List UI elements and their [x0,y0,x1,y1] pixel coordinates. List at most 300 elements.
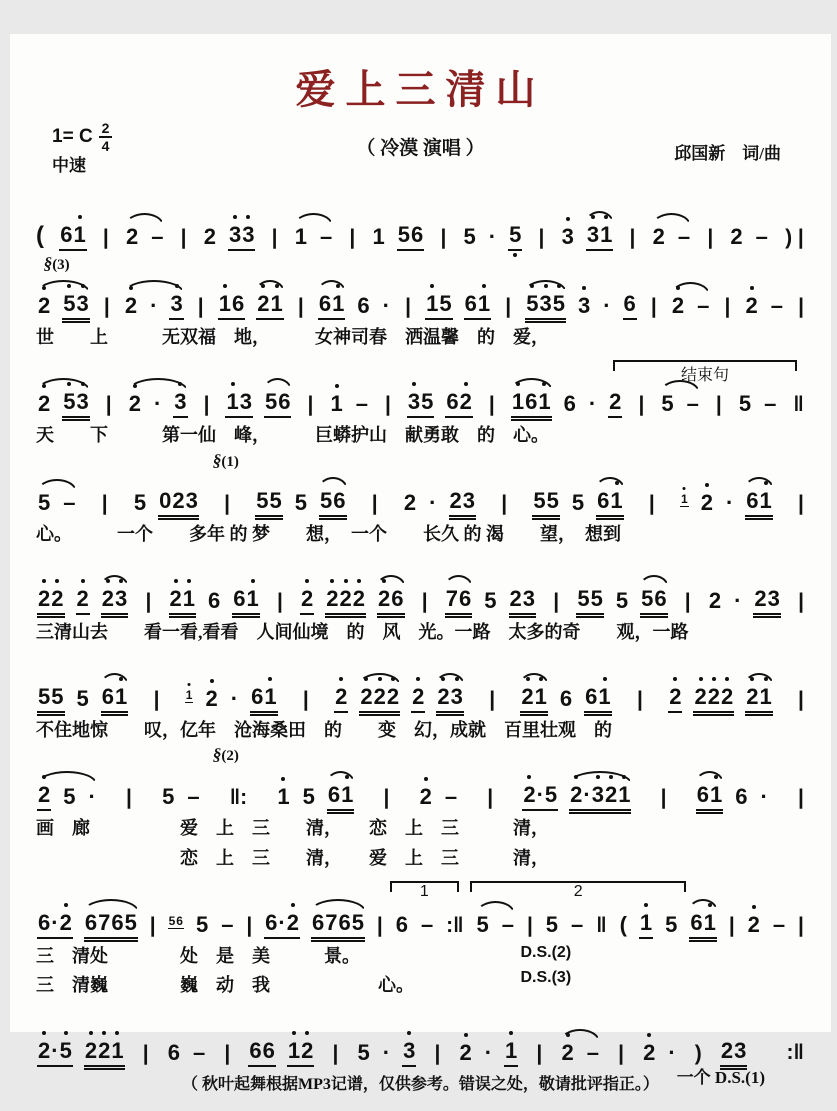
dash-note: – [772,912,786,938]
note-digit: 2 [172,487,185,513]
note-digit: 6 [318,291,332,316]
note-digit: 5 [545,912,559,938]
barline: | [376,914,383,938]
measure [462,224,524,251]
note-group [463,226,477,251]
measure [544,914,586,939]
note-digit: 5 [38,684,51,710]
barline: ) [694,1041,702,1065]
measure [166,1039,208,1067]
measure [728,226,770,251]
marker-layer [36,254,805,274]
key-label: 1= C [52,126,93,147]
note-group [770,295,784,320]
note-group [167,1039,181,1067]
note-digit: 2 [125,224,139,249]
note-group [560,1039,574,1067]
octave-dot-above [764,481,768,485]
note-group [642,1039,656,1067]
note-digit: 3 [562,226,574,248]
octave-dot-above [378,677,382,681]
note-digit: 5 [76,686,89,712]
note-digit: 2 [748,914,760,936]
note-group [124,295,138,320]
dash-note: – [444,784,458,810]
note-group [264,912,300,939]
note-digit: 6 [38,910,51,936]
octave-dot-above [609,775,613,779]
barline: | [505,295,512,318]
note-group [256,293,284,320]
note-group [37,489,51,517]
dash-note: – [319,224,333,249]
note-group [37,393,51,418]
note-digit: 2 [340,588,352,610]
octave-dot-above [81,284,85,288]
notes-row [36,205,805,251]
note-digit: 6 [525,389,538,415]
note-digit: 6 [262,1037,275,1063]
note-group [327,784,355,811]
note-digit: 2 [523,784,535,806]
measure [744,295,786,320]
note-digit: 2 [60,912,72,934]
note-group [62,293,90,320]
barline: | [153,688,160,712]
note-digit: 2 [694,686,706,708]
duration-dot: · [484,1039,493,1065]
note-digit: 1 [341,784,353,806]
note-digit: 6 [690,910,703,936]
sheet-music-page [10,34,831,1093]
barline: | [297,295,304,318]
octave-dot-above [676,286,680,290]
barline: | [271,226,278,249]
note-digit: 1 [426,293,438,315]
marker-layer [36,745,805,765]
note-digit: 5 [476,912,489,938]
note-group [693,686,734,713]
note-digit: 2 [746,295,758,317]
note-digit: 5 [590,585,603,611]
note-group [729,226,743,251]
note-digit: 2 [257,293,269,315]
note-group [382,1039,391,1067]
note-digit: 1 [330,393,342,415]
grace-note [185,689,194,703]
note-digit: 3 [592,784,604,806]
note-digit: 1 [760,490,772,512]
duration-dot: · [603,293,611,318]
measure [293,226,335,251]
note-group [745,295,759,320]
measure [168,585,261,615]
note-group [596,487,624,517]
note-digit: 3 [734,1037,747,1063]
note-digit: 1 [681,493,688,505]
octave-dot-above [412,382,416,386]
measure [651,226,693,251]
note-digit: 0 [159,487,172,513]
note-group [608,391,622,418]
barline: | [797,786,804,810]
measure [424,293,492,320]
octave-dot-above [530,284,534,288]
note-digit: 1 [226,391,238,413]
note-digit: 1 [478,293,490,315]
octave-dot-above [764,677,768,681]
barline: | [332,1041,339,1065]
segno-icon: § [43,254,53,273]
song-title: 爱上三清山 [295,68,546,112]
octave-dot-above [133,384,137,388]
note-digit: 1 [186,689,193,701]
note-digit: 1 [288,1040,300,1062]
octave-dot-above [673,677,677,681]
octave-dot-above [42,384,46,388]
note-digit: 5 [320,487,333,513]
dash-note: – [63,489,76,515]
octave-dot-above [119,677,123,681]
barline: | [302,688,309,712]
volta-bracket [390,881,459,901]
grace-note [680,493,689,507]
octave-dot-above [129,286,133,290]
meter-numerator: 2 [99,121,113,138]
note-digit: 5 [63,391,75,413]
note-digit: 1 [640,912,652,934]
ds-marker: D.S.(2) [520,944,572,962]
octave-dot-above [64,903,68,907]
measure [36,686,129,713]
note-group [667,1039,676,1067]
note-digit: 6 [232,291,245,316]
note-group [696,295,710,320]
note-group [264,391,292,418]
octave-dot-above [102,1031,106,1035]
note-group [382,295,391,320]
barline: | [629,226,636,249]
barline: :‖ [765,1040,804,1064]
octave-dot-above [67,284,71,288]
note-group [225,391,253,418]
note-digit: 5 [509,224,521,246]
note-digit: 5 [302,784,315,810]
dash-note: – [686,391,699,417]
note-group [563,393,577,418]
note-group [664,914,678,939]
lyrics-row: 恋 上 三 清， 爱 上 三 清， [36,847,549,868]
note-digit: 7 [325,910,338,936]
barline: | [102,226,109,249]
measure [317,293,392,320]
note-group [250,686,278,713]
note-digit: 1 [710,784,722,806]
note-group [501,914,515,939]
note-group [37,912,73,939]
measure [707,585,782,615]
note-digit: 5 [60,1040,72,1062]
note-group [37,784,51,811]
note-digit: 2 [387,686,399,708]
octave-dot-above [516,382,520,386]
note-digit: 6 [333,487,346,513]
octave-dot-above [725,677,729,681]
octave-dot-above [714,775,718,779]
measure [402,487,477,517]
note-group [276,786,290,811]
lyrics-row: 天 下 第一仙 峰， 巨蟒护山 献勇敢 的 心。 [36,425,549,446]
note-group [128,393,142,418]
marker-layer [36,1001,805,1021]
octave-dot-above [178,382,182,386]
note-digit: 2 [412,686,424,708]
measure [247,1037,315,1067]
opening-parenthesis: ( [36,222,44,249]
note-digit: 2 [669,686,681,708]
notes-row [36,471,805,517]
note-digit: 2 [301,1040,313,1062]
note-digit: 6 [111,910,124,936]
octave-dot-above [64,1031,68,1035]
note-group [671,295,685,320]
note-group [586,1039,600,1067]
note-digit: 5 [124,910,137,936]
note-group [294,489,308,517]
note-digit: 5 [615,587,629,613]
tempo-marking: 中速 [52,156,86,175]
note-group [334,686,348,713]
note-group [204,688,218,713]
note-digit: 2 [561,1042,573,1064]
note-group [377,585,405,615]
note-group [329,393,343,418]
note-digit: 2 [326,588,338,610]
note-digit: 2 [509,585,522,611]
note-digit: 5 [526,293,538,315]
note-group [522,784,558,811]
note-group [525,293,566,320]
octave-dot-above [268,677,272,681]
duration-dot: · [382,1039,391,1065]
measure [123,293,185,320]
note-group [619,914,628,939]
octave-dot-above [464,1033,468,1037]
note-digit: 2 [460,391,472,413]
score-body [36,185,805,1067]
note-group [88,786,97,811]
note-digit: 2 [374,686,386,708]
octave-dot-above [210,679,214,683]
note-group [571,489,585,517]
note-group [759,786,768,811]
note-digit: 2 [754,585,767,611]
note-digit: 1 [111,1040,123,1062]
octave-dot-above [644,903,648,907]
octave-dot-above [750,286,754,290]
ds-markers [520,941,571,991]
note-digit: 7 [445,585,459,611]
measure [124,226,166,251]
note-digit: 6 [735,784,748,810]
note-group [772,914,786,939]
measure [202,224,257,251]
note-group [419,786,433,811]
octave-dot-above [67,382,71,386]
measure [641,1039,678,1067]
barline: | [383,786,390,810]
measure [659,393,701,418]
measure [457,1037,519,1067]
note-digit: 6 [278,389,291,415]
note-group [186,786,200,811]
barline: :‖ [446,914,464,938]
barline: | [650,295,657,318]
note-group [311,912,365,939]
measure [510,391,624,418]
lyrics-row: 心。 一个 多年 的 梦 想， 一个 长久 的 渴 望， 想到 [36,523,621,544]
note-digit: 2 [701,492,713,514]
duration-dot: · [51,1037,59,1063]
note-group [230,688,239,713]
measure [394,914,436,939]
measure [679,487,774,517]
octave-dot-above [42,579,46,583]
octave-dot-above [89,1031,93,1035]
note-group [508,224,522,251]
duration-dot: · [488,224,497,249]
octave-dot-above [566,1033,570,1037]
note-digit: 1 [73,224,85,246]
note-group [84,912,138,939]
octave-dot-above [233,215,237,219]
note-group [149,295,158,320]
measure [160,786,202,811]
note-digit: 3 [578,295,590,317]
note-digit: 2 [605,784,617,806]
note-digit: 3 [77,391,89,413]
measure [521,784,632,811]
duration-dot: · [429,489,437,515]
barline: | [145,589,152,613]
note-group [745,686,773,713]
music-line-1 [36,185,805,251]
note-group [359,686,400,713]
measure [224,391,292,418]
note-group [445,391,473,418]
music-line-9 [36,1001,805,1067]
note-digit: 5 [351,910,364,936]
note-group [602,295,611,320]
octave-dot-above [246,215,250,219]
octave-dot-above [345,775,349,779]
note-digit: 1 [277,786,289,808]
barline: | [105,393,112,417]
music-line-2 [36,254,805,349]
note-group [84,1037,125,1067]
note-digit: 2 [720,1037,734,1063]
octave-dot-above [42,286,46,290]
barline: | [101,491,108,515]
measure [531,487,624,517]
measure [132,487,200,517]
note-digit: 2 [38,393,50,415]
measure [618,912,718,939]
note-digit: 6 [101,684,114,710]
note-group [747,914,761,939]
note-digit: 5 [294,489,308,515]
octave-dot-above [566,217,570,221]
note-group [464,293,492,320]
octave-dot-above [582,286,586,290]
barline: | [440,226,447,249]
note-digit: 3 [587,224,599,246]
measure [254,487,347,517]
note-group [576,585,604,615]
note-digit: 2 [98,1040,110,1062]
note-group [738,393,752,418]
note-group [319,226,333,251]
note-digit: 2 [570,784,582,806]
measure [184,686,279,713]
octave-dot-above [187,579,191,583]
octave-dot-above [55,579,59,583]
note-group [476,914,490,939]
barline: | [538,226,545,249]
note-group [411,686,425,713]
measure [127,391,189,418]
note-digit: 6 [249,1037,262,1063]
duration-dot: · [278,910,286,936]
note-group [584,686,612,713]
note-digit: 6 [312,910,325,936]
note-digit: 5 [264,389,278,415]
dash-note: – [677,224,691,249]
barline: | [434,1041,441,1065]
measure [328,393,370,418]
octave-dot-above [292,1031,296,1035]
note-digit: 2 [129,393,141,415]
note-digit: 2 [170,588,182,610]
octave-dot-above [750,677,754,681]
note-group [588,393,597,418]
note-digit: 3 [115,588,127,610]
note-digit: 5 [51,684,64,710]
note-digit: 2 [203,224,216,249]
note-digit: 1 [264,686,276,708]
note-digit: 2 [85,1040,97,1062]
note-group [509,585,537,615]
barline: | [421,589,428,613]
note-group [483,587,497,615]
duration-dot: · [88,784,96,810]
measure [746,914,788,939]
note-group [294,226,308,251]
note-group [652,226,666,251]
measure [167,914,236,939]
note-group [445,585,473,615]
note-group [325,585,366,615]
duration-dot: · [382,293,390,318]
dash-note: – [192,1039,206,1065]
note-digit: 1 [247,588,259,610]
octave-dot-above [622,775,626,779]
notes-row [36,569,805,615]
octave-dot-above [42,775,46,779]
note-digit: 5 [484,587,497,613]
octave-dot-above [557,284,561,288]
note-digit: 1 [535,686,547,708]
